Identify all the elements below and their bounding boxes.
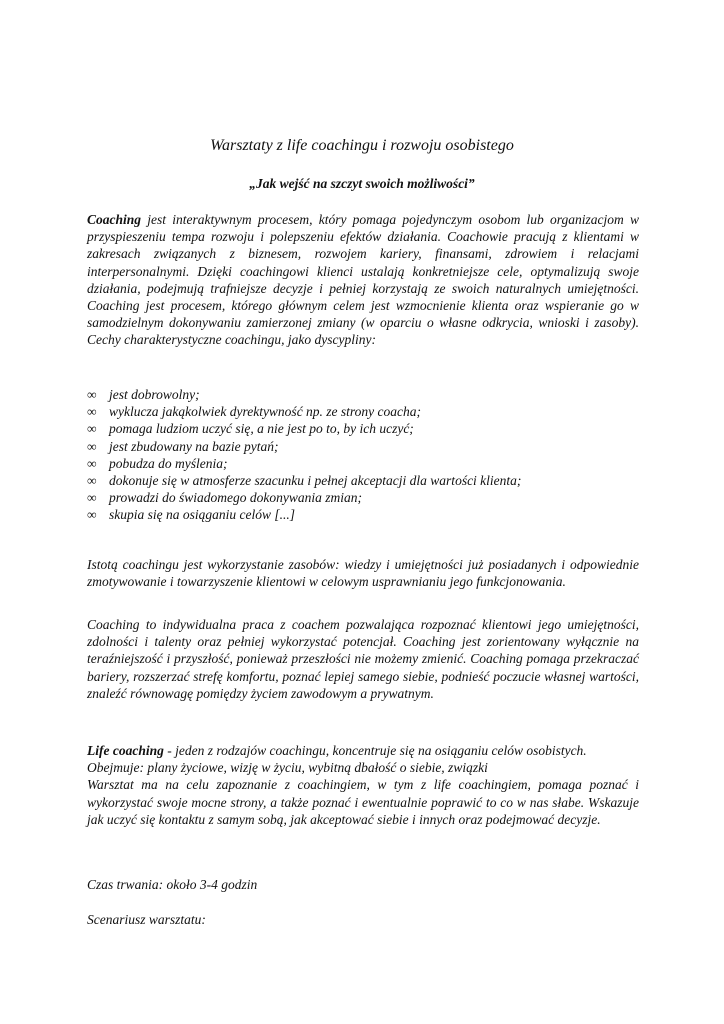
scenario-heading: Scenariusz warsztatu: <box>87 912 206 927</box>
list-item: ∞ wyklucza jakąkolwiek dyrektywność np. ze strony coacha; <box>87 404 422 420</box>
infinity-bullet-icon: ∞ <box>87 438 97 454</box>
infinity-bullet-icon: ∞ <box>87 507 97 523</box>
list-item: ∞ pobudza do myślenia; <box>87 455 228 471</box>
document-title: Warsztaty z life coachingu i rozwoju osobistego <box>210 137 514 154</box>
list-item: ∞ jest zbudowany na bazie pytań; <box>87 438 279 454</box>
document-subtitle: „Jak wejść na szczyt swoich możliwości” <box>249 176 475 191</box>
list-item: ∞ pomaga ludziom uczyć się, a nie jest po to, by ich uczyć; <box>87 421 414 437</box>
intro-paragraph <box>87 211 639 349</box>
list-item: ∞ prowadzi do świadomego dokonywania zmian; <box>87 490 362 506</box>
infinity-bullet-icon: ∞ <box>87 387 97 402</box>
life-coaching-definition: Life coaching - jeden z rodzajów coachingu, koncentruje się na osiąganiu celów osobistych. <box>87 743 587 758</box>
infinity-bullet-icon: ∞ <box>87 421 97 437</box>
workshop-goal-paragraph: Warsztat ma na celu zapoznanie z coachingiem, w tym z life coachingiem, pomaga poznać i wykorzystać swoje mocne strony, a także poznać i ewentualnie poprawić to co w nas słabe. Wskazuje jak uczyć się kontaktu z samym sobą, jak akceptować siebie i innych oraz podejmować decyzje. <box>87 777 639 827</box>
individual-work-paragraph: Coaching to indywidualna praca z coachem pozwalająca rozpoznać klientowi jego umiejętności, zdolności i talenty oraz pełniej wykorzystać potencjał. Coaching jest zorientowany wyłącznie na teraźniejszość i przyszłość, ponieważ przeszłości nie możemy zmienić. Coaching pomaga przekraczać bariery, rozszerzać strefę komfortu, poznać lepiej samego siebie, podnieść poczucie własnej wartości, znaleźć równowagę pomiędzy życiem zawodowym a prywatnym. <box>87 617 639 701</box>
infinity-bullet-icon: ∞ <box>87 490 97 506</box>
list-item: ∞ jest dobrowolny; <box>87 387 200 402</box>
intro-text: jest interaktywnym procesem, który pomaga pojedynczym osobom lub organizacjom w przyspieszeniu tempa rozwoju i polepszeniu efektów działania. Coachowie pracują z klientami w zakresach związanych z biznesem, rozwojem kariery, finansami, zdrowiem i relacjami interpersonalnymi. Dzięki coachingowi klienci ustalają konkretniejsze cele, optymalizują swoje działania, podejmują trafniejsze decyzje i pełniej korzystają ze swoich naturalnych umiejętności. Coaching jest procesem, którego głównym celem jest wzmocnienie klienta oraz wspieranie go w samodzielnym dokonywaniu zamierzonej zmiany (w oparciu o własne odkrycia, wnioski i zasoby). Cechy charakterystyczne coachingu, jako dyscypliny: <box>87 212 639 348</box>
list-item: ∞ skupia się na osiąganiu celów [...] <box>87 507 295 523</box>
infinity-bullet-icon: ∞ <box>87 455 97 471</box>
infinity-bullet-icon: ∞ <box>87 404 97 420</box>
life-coaching-scope: Obejmuje: plany życiowe, wizję w życiu, wybitną dbałość o siebie, związki <box>87 760 488 776</box>
infinity-bullet-icon: ∞ <box>87 473 97 489</box>
duration-text: Czas trwania: około 3-4 godzin <box>87 877 258 892</box>
essence-paragraph: Istotą coachingu jest wykorzystanie zasobów: wiedzy i umiejętności już posiadanych i odpowiednie zmotywowanie i towarzyszenie klientowi w celowym usprawnianiu jego funkcjonowania. <box>87 557 639 590</box>
features-list <box>87 386 639 524</box>
life-coaching-term: Life coaching <box>87 743 164 758</box>
life-coaching-section <box>87 742 639 828</box>
intro-term: Coaching <box>87 212 142 227</box>
list-item: ∞ dokonuje się w atmosferze szacunku i pełnej akceptacji dla wartości klienta; <box>87 473 522 489</box>
